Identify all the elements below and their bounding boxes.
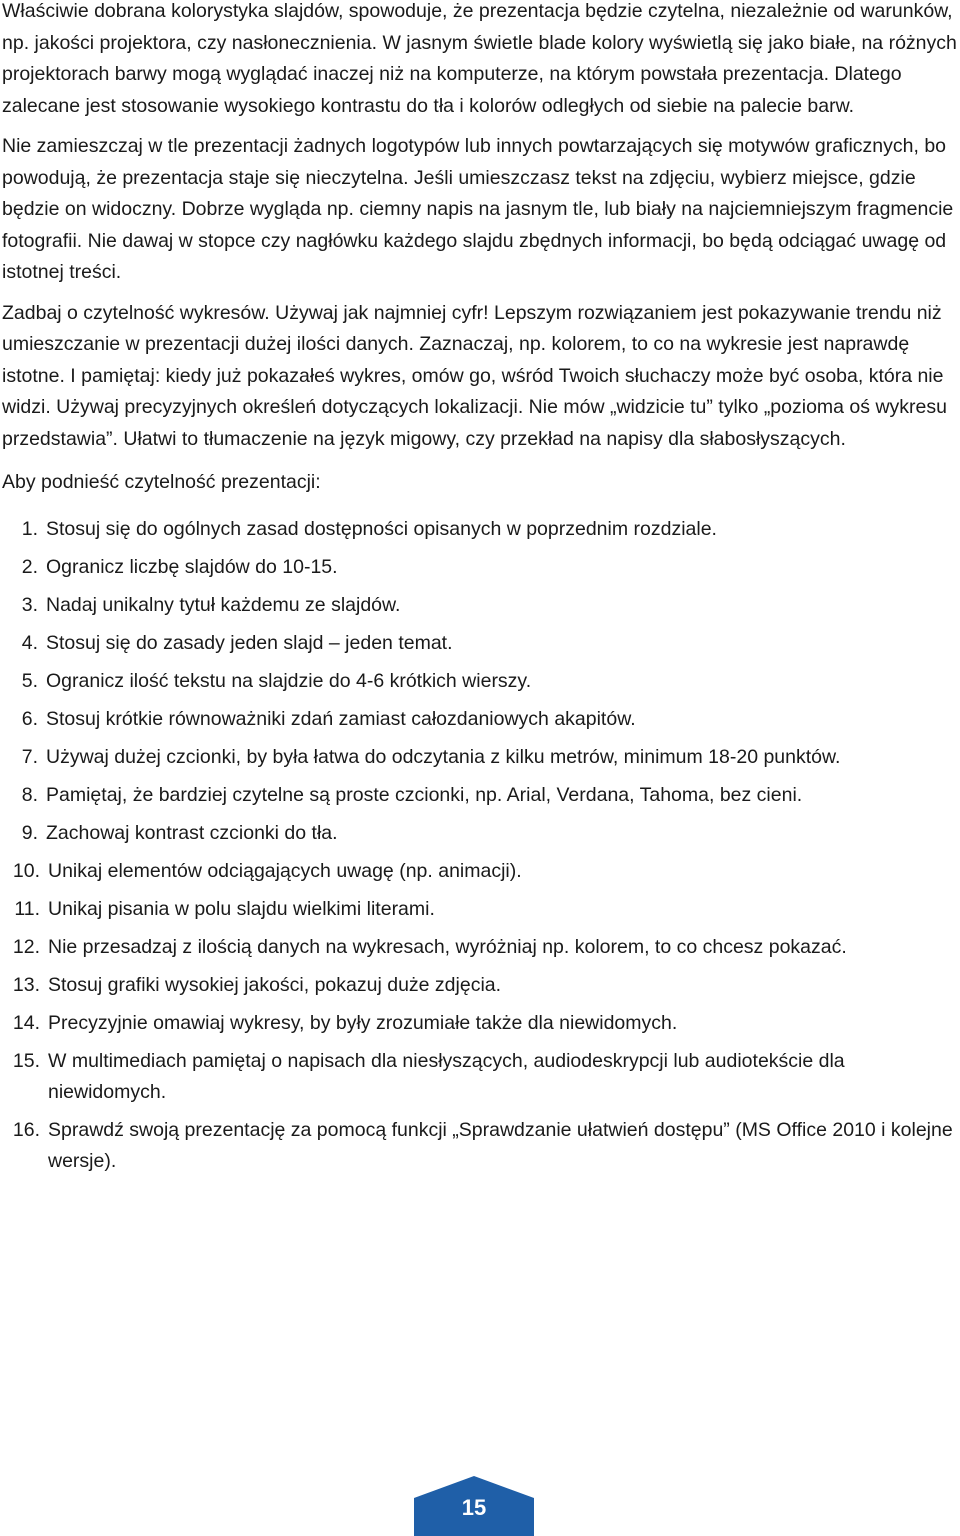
list-item-text: Stosuj grafiki wysokiej jakości, pokazuj duże zdjęcia. [48,974,502,996]
list-item-number: 1. [21,518,38,540]
paragraph-charts: Zadbaj o czytelność wykresów. Używaj jak najmniej cyfr! Lepszym rozwiązaniem jest pokazywanie trendu niż umieszczanie w prezentacji dużej ilości danych. Zaznaczaj, np. kolorem, to co na wykresie jest naprawdę istotne. I pamiętaj: kiedy już pokazałeś wykres, omów go, wśród Twoich słuchaczy może być osoba, która nie widzi. Używaj precyzyjnych określeń dotyczących lokalizacji. Nie mów „widzicie tu” tylko „pozioma oś wykresu przedstawia”. Ułatwi to tłumaczenie na język migowy, czy przekład na napisy dla słabosłyszących. [2,301,947,450]
list-item-number: 6. [21,708,38,730]
list-item [2,628,958,659]
list-item-number: 13. [12,974,40,996]
list-item [2,742,958,773]
list-item-number: 2. [21,556,38,578]
list-intro: Aby podnieść czytelność prezentacji: [2,471,321,493]
list-item [2,780,958,811]
list-item-text: Unikaj pisania w polu slajdu wielkimi literami. [48,898,435,920]
list-item-number: 7. [21,746,38,768]
list-item-text: Ogranicz ilość tekstu na slajdzie do 4-6 krótkich wierszy. [46,670,532,692]
list-item-text: Nadaj unikalny tytuł każdemu ze slajdów. [46,594,401,616]
list-item-text: Stosuj się do ogólnych zasad dostępności opisanych w poprzednim rozdziale. [46,518,717,540]
list-item [2,970,958,1001]
list-item [2,666,958,697]
list-item [2,552,958,583]
list-item-text: Zachowaj kontrast czcionki do tła. [46,822,338,844]
list-item [2,856,958,887]
list-item [2,514,958,545]
page-content [2,0,958,1184]
list-item-text: Nie przesadzaj z ilością danych na wykresach, wyróżniaj np. kolorem, to co chcesz pokazać. [48,936,847,958]
list-item-number: 10. [12,860,40,882]
list-item-number: 16. [12,1119,40,1141]
paragraph-backgrounds: Nie zamieszczaj w tle prezentacji żadnych logotypów lub innych powtarzających się motywów graficznych, bo powodują, że prezentacja staje się nieczytelna. Jeśli umieszczasz tekst na zdjęciu, wybierz miejsce, gdzie będzie on widoczny. Dobrze wygląda np. ciemny napis na jasnym tle, lub biały na najciemniejszym fragmencie fotografii. Nie dawaj w stopce czy nagłówku każdego slajdu zbędnych informacji, bo będą odciągać uwagę od istotnej treści. [2,135,954,283]
list-item-number: 12. [12,936,40,958]
list-item [2,704,958,735]
list-item-text: Używaj dużej czcionki, by była łatwa do odczytania z kilku metrów, minimum 18-20 punktów. [46,746,841,768]
list-item [2,818,958,849]
list-item [2,894,958,925]
rules-list [2,514,958,1177]
list-item [2,1046,958,1108]
paragraph-colors: Właściwie dobrana kolorystyka slajdów, spowoduje, że prezentacja będzie czytelna, niezależnie od warunków, np. jakości projektora, czy nasłonecznienia. W jasnym świetle blade kolory wyświetlą się jako białe, na różnych projektorach barwy mogą wyglądać inaczej niż na komputerze, na którym powstała prezentacja. Dlatego zalecane jest stosowanie wysokiego kontrastu do tła i kolorów odległych od siebie na palecie barw. [2,0,957,117]
list-item-text: Unikaj elementów odciągających uwagę (np. animacji). [48,860,522,882]
list-item-text: Stosuj się do zasady jeden slajd – jeden temat. [46,632,453,654]
list-item-number: 5. [21,670,38,692]
list-item-text: Precyzyjnie omawiaj wykresy, by były zrozumiałe także dla niewidomych. [48,1012,678,1034]
page-number: 15 [461,1495,487,1520]
list-item [2,1115,958,1177]
list-item-text: Stosuj krótkie równoważniki zdań zamiast całozdaniowych akapitów. [46,708,636,730]
list-item-number: 3. [21,594,38,616]
list-item-number: 4. [21,632,38,654]
list-item-number: 11. [14,898,40,920]
list-item [2,590,958,621]
list-item-text: Sprawdź swoją prezentację za pomocą funkcji „Sprawdzanie ułatwień dostępu” (MS Office 2010 i kolejne wersje). [48,1119,953,1172]
list-item [2,932,958,963]
list-item-number: 14. [12,1012,40,1034]
list-item [2,1008,958,1039]
list-item-number: 8. [21,784,38,806]
list-item-number: 15. [12,1050,40,1072]
list-item-text: W multimediach pamiętaj o napisach dla niesłyszących, audiodeskrypcji lub audiotekście dla niewidomych. [48,1050,845,1103]
list-item-text: Ogranicz liczbę slajdów do 10-15. [46,556,338,578]
list-item-number: 9. [21,822,38,844]
list-item-text: Pamiętaj, że bardziej czytelne są proste czcionki, np. Arial, Verdana, Tahoma, bez cieni. [46,784,803,806]
